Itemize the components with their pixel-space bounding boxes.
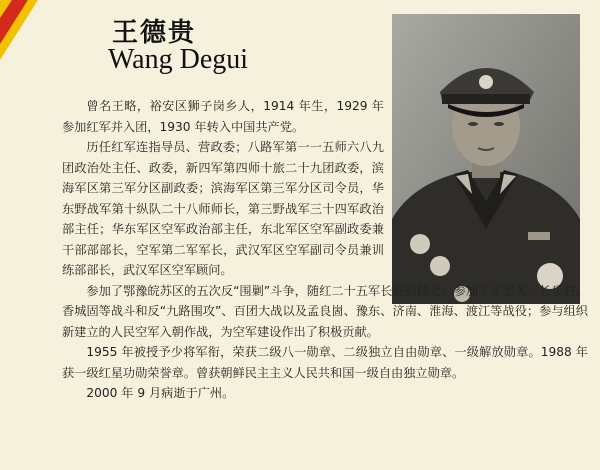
bio-paragraph-5: 2000 年 9 月病逝于广州。 [86, 386, 235, 400]
bio-paragraph-4: 1955 年被授予少将军衔，荣获二级八一勋章、二级独立自由勋章、一级解放勋章。1988 年获一级红星功勋荣誉章。曾获朝鲜民主主义人民共和国一级自由独立勋章。 [62, 345, 588, 380]
name-chinese: 王德贵 [112, 18, 197, 48]
bio-paragraph-1: 曾名王略，裕安区狮子岗乡人，1914 年生，1929 年参加红军并入团，1930 年转入中国共产党。 [62, 99, 384, 134]
bio-paragraph-2: 历任红军连指导员、营政委；八路军第一一五师六八九团政治处主任、政委，新四军第四师十旅二十九团政委，滨海军区第三军分区副政委；滨海军区第三军分区司令员，华东野战军第十纵队二十八师师长，第三野战军三十四军政治部主任；华东军区空军政治部主任，东北军区空军副政委兼干部部部长，空军第二军军长，武汉军区空军副司令员兼训练部部长，武汉军区空军顾问。 [62, 140, 384, 277]
name-english: Wang Degui [108, 44, 249, 75]
bio-paragraph-3: 参加了鄂豫皖苏区的五次反“围剿”斗争，随红二十五军长征到陕北；参加了平型关、长乐村、香城固等战斗和反“九路围攻”、百团大战以及孟良崮、豫东、济南、淮海、渡江等战役；参与组织新建立的人民空军入朝作战，为空军建设作出了积极贡献。 [62, 283, 588, 339]
biography [62, 96, 588, 404]
corner-decoration [0, 0, 70, 60]
